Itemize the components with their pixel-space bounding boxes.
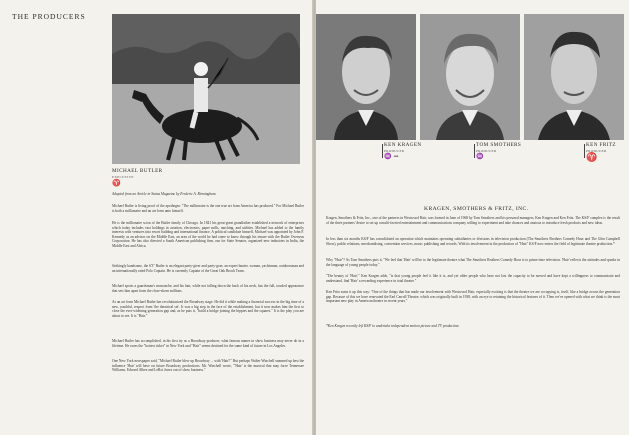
footnote: *Ken Kragen recently left KS/F to undertake independent motion picture and TV production. xyxy=(326,324,460,328)
portrait-tom-smothers xyxy=(420,14,520,140)
paragraph: Michael Butler is living proof of the apothegm: "The millionaire is the one true art form America has produced." For Michael Butler is both a millionaire and an art form unto himself. xyxy=(112,204,304,213)
paragraph: Michael sports a guardsman's moustache, and his hair, while not falling down the back of his neck, has the full, tousled appearance that sets him apart from the close-shorn millions. xyxy=(112,284,304,293)
section-title: KRAGEN, SMOTHERS & FRITZ, INC. xyxy=(424,206,529,212)
portrait-caption-name: KEN FRITZ xyxy=(586,142,616,148)
caption-rule xyxy=(584,144,585,158)
signature-glyph: ♈ xyxy=(112,179,121,187)
paragraph: One New York newspaper said, "Michael Butler blew up Broadway ... with 'Hair'!" But perhaps Walter Winchell summed up best the influence 'Hair' will have on future Broadway productions. Mr. Winchell wrote, "'Hair' is the musical that may force Tennessee Williams, Edward Albee and LeRoi Jones out of show business." xyxy=(112,359,304,373)
portrait-caption-name: KEN KRAGEN xyxy=(384,142,422,148)
paragraph: Kragen, Smothers & Fritz, Inc., one of the partners in Westwood Hair, was formed in June of 1968 by Tom Smothers and his personal managers, Ken Kragen and Ken Fritz. The KS/F complex is the result of the three partners' desire to set up a multi-faceted entertainment and communications company willing to experiment and take chances and anxious to introduce fresh products and new ideas. xyxy=(326,216,620,225)
paragraph: Strikingly handsome, the 6'3" Butler is an elegant party-giver and party-goer, an expert hunter, woman, yachtsman, outdoorsman and an internationally rated Polo Captain. He is currently Captain of the Great Oak Brook Team. xyxy=(112,264,304,273)
paragraph: As an art form Michael Butler has revolutionized the Broadway stage. He did it while making a financial success in the big time of a new, youthful, respect from 'the theatrical set'. It was a big step in the face of the establishment, but it now makes him the first to close the ever-widening generation gap and, as he puts it, "build a bridge joining the hippies and the squares." It is the play you are about to see. It is "Hair." xyxy=(112,300,304,318)
paragraph: Why "Hair"? As Tom Smothers puts it, "We feel that 'Hair' will be to the legitimate theatre what The Smothers Brothers Comedy Hour is to prime time television. 'Hair' reflects the attitudes and speaks in the language of young people today." xyxy=(326,258,620,267)
right-page xyxy=(316,0,629,435)
photo-caption-name: MICHAEL BUTLER xyxy=(112,168,163,174)
intro-line: Adapted from an Article in Status Magazine by Frederic A. Birmingham. xyxy=(112,192,217,196)
portrait-caption-subtitle: PRODUCER xyxy=(476,149,497,153)
left-page xyxy=(0,0,313,435)
portrait-ken-kragen xyxy=(316,14,416,140)
portrait-signature: ♒ ⇝ xyxy=(384,153,399,160)
portrait-caption-subtitle: PRODUCER xyxy=(384,149,405,153)
paragraph: In less than six months KS/F has consolidated an operation which maintains operating subsidiaries or divisions in television production (The Smothers Brothers Comedy Hour and The Glen Campbell Show), public relations, merchandising, convention services, music publishing and records. With its involvement in the production of "Hair" KS/F now enters the field of legitimate theatre production.* xyxy=(326,237,620,246)
page-header: THE PRODUCERS xyxy=(12,12,86,21)
polo-rider-photo xyxy=(112,14,300,164)
paragraph: Ken Fritz sums it up this way: "One of the things that has made our involvement with Westwood Hair, especially exciting is that the theatre we are occupying is, itself, like a bridge across the generation gap. Because of this we have renovated the Earl Carroll Theatre, which was originally built in 1938, with an eye to retaining the historical features of it. Then we've opened with what we think is the most important new play in American theatre in recent years." xyxy=(326,290,620,304)
caption-rule xyxy=(474,144,475,158)
paragraph: "The beauty of 'Hair'," Ken Kragen adds, "is that young people feel it like it is, and yet older people who have not lost the capacity to be moved and have kept a willingness to communicate and understand, find 'Hair' a rewarding experience in total theatre." xyxy=(326,274,620,283)
photo-caption-subtitle: EXECUTIVE xyxy=(112,175,134,179)
caption-rule xyxy=(382,144,383,158)
portrait-ken-fritz xyxy=(524,14,624,140)
paragraph: Michael Butler has accomplished, in his first try as a Broadway producer, what famous names in show business may never do in a lifetime. He owns the "hottest ticket" in New York and "Hair" seems destined for the same kind of future in Los Angeles. xyxy=(112,339,304,348)
portrait-caption-subtitle: PRODUCER xyxy=(586,149,607,153)
portrait-signature: ♒ xyxy=(476,153,484,160)
paragraph: He is the millionaire scion of the Butler family of Chicago. In 1841 his great-great grandfather established a network of enterprises which today includes vast holdings in aviation, electronics, paper mills, ranching, and utilities. Michael has added to the family interests with ventures into resort building and international finance. A political candidate himself, Michael was appointed by John F. Kennedy as an advisor on the Middle East, an area of the world he had come to know through his tenure with the Butler Overseas Corporation. He has also directed a South American publishing firm, run for State Senator, organized new industries in India, the Middle East and Africa. xyxy=(112,221,304,248)
portrait-signature: ♈ xyxy=(586,153,598,163)
portrait-caption-name: TOM SMOTHERS xyxy=(476,142,522,148)
